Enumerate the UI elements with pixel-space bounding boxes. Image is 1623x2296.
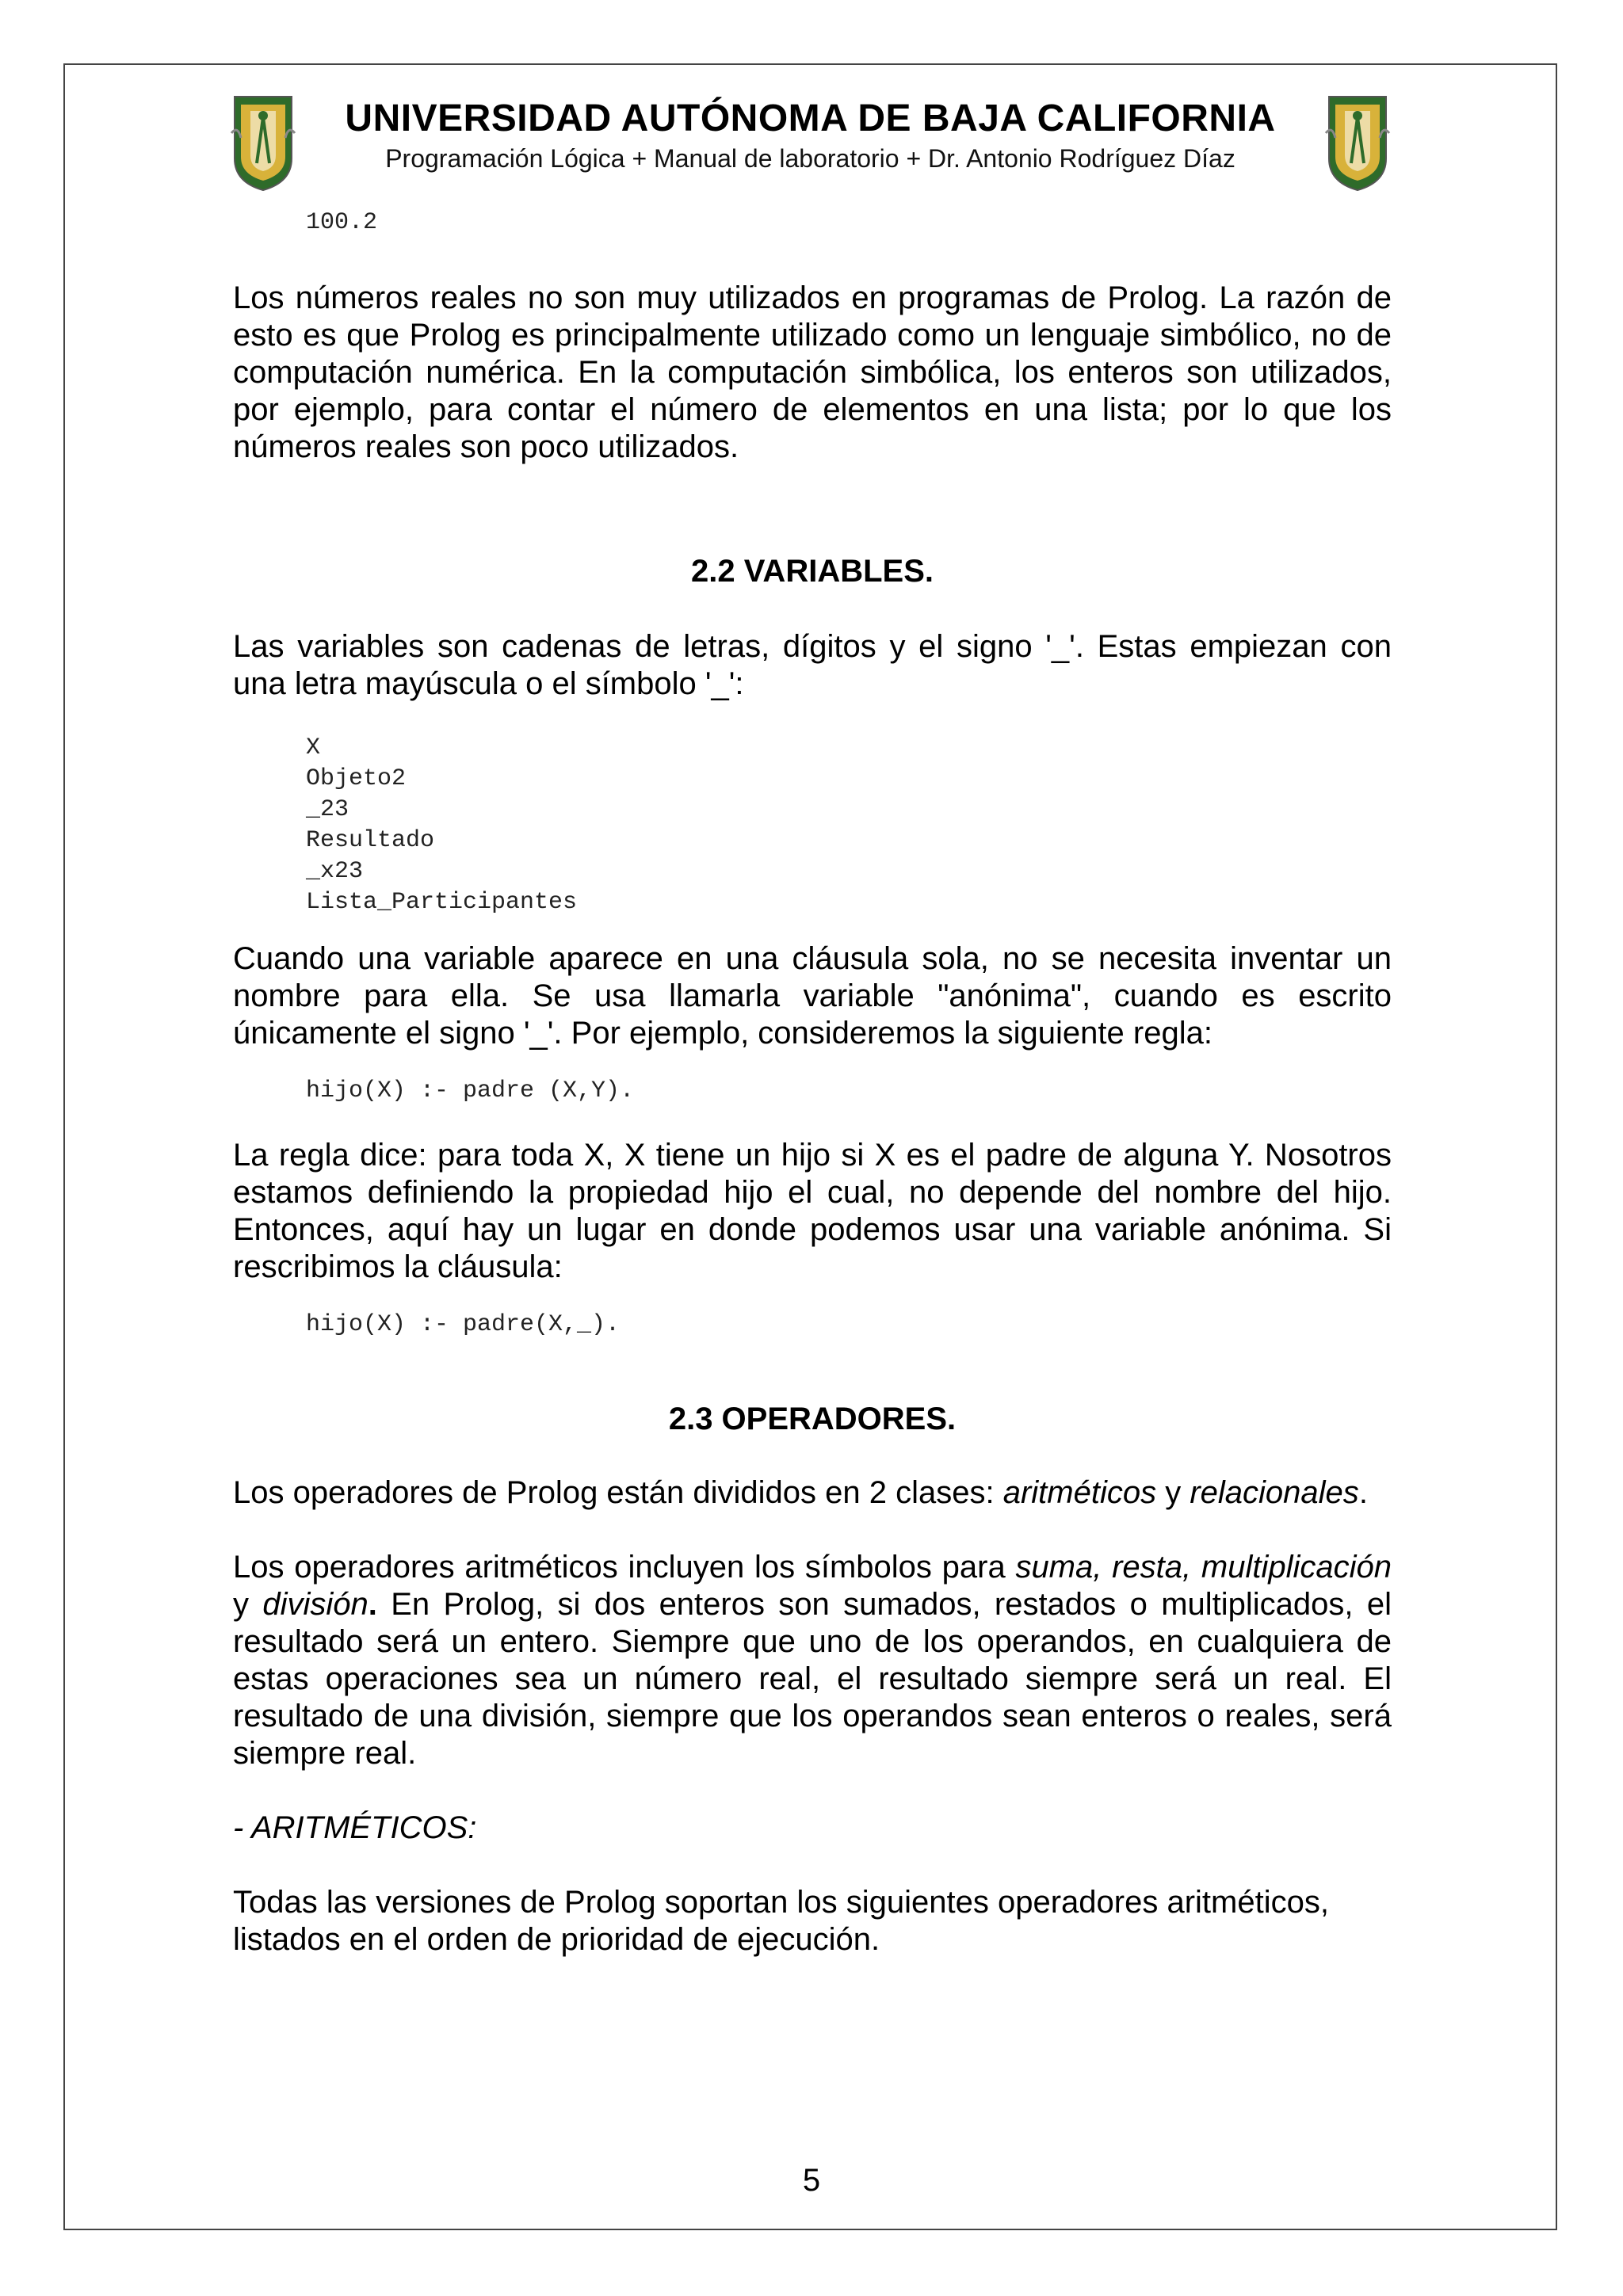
code-variable-example: _23 — [306, 796, 349, 823]
subheading-arithmetic: - ARITMÉTICOS: — [233, 1810, 477, 1845]
page-content — [233, 208, 1392, 1958]
code-rule-example: hijo(X) :- padre (X,Y). — [306, 1077, 635, 1104]
code-variable-example: _x23 — [306, 858, 364, 885]
header-title: UNIVERSIDAD AUTÓNOMA DE BAJA CALIFORNIA — [345, 97, 1276, 139]
paragraph-anonymous-variable: Cuando una variable aparece en una cláusula sola, no se necesita inventar un nombre para ella. Se usa llamarla variable "anónima", cuando es escrito únicamente el signo '_'. Por ejemplo, consideremos la siguiente regla: — [233, 941, 1392, 1051]
paragraph-arithmetic-operators: Los operadores aritméticos incluyen los símbolos para suma, resta, multiplicación y división. En Prolog, si dos enteros son sumados, restados o multiplicados, el resultado será un entero. Siempre que uno de los operandos, en cualquiera de estas operaciones sea un número real, el resultado siempre será un real. El resultado de una división, siempre que los operandos sean enteros o reales, será siempre real. — [233, 1550, 1392, 1771]
university-seal-right-icon — [1324, 93, 1391, 193]
paragraph-operator-classes: Los operadores de Prolog están divididos en 2 clases: aritméticos y relacionales. — [233, 1475, 1368, 1510]
term-arithmetic: aritméticos — [1002, 1475, 1157, 1510]
code-number-example: 100.2 — [306, 209, 378, 236]
paragraph-rule-explanation: La regla dice: para toda X, X tiene un hijo si X es el padre de alguna Y. Nosotros estamos definiendo la propiedad hijo el cual, no depende del nombre del hijo. Entonces, aquí hay un lugar en donde podemos usar una variable anónima. Si rescribimos la cláusula: — [233, 1138, 1392, 1284]
code-rule-anonymous-example: hijo(X) :- padre(X,_). — [306, 1311, 621, 1338]
page-number: 5 — [802, 2163, 821, 2198]
paragraph-prolog-versions: Todas las versiones de Prolog soportan los siguientes operadores aritméticos, listados en el orden de prioridad de ejecución. — [233, 1885, 1329, 1957]
header-subtitle: Programación Lógica + Manual de laboratorio + Dr. Antonio Rodríguez Díaz — [385, 144, 1235, 173]
term-division: división — [262, 1587, 369, 1622]
paragraph-variables-intro: Las variables son cadenas de letras, dígitos y el signo '_'. Estas empiezan con una letra mayúscula o el símbolo '_': — [233, 629, 1392, 701]
code-variable-example: X — [306, 734, 321, 761]
section-heading-operators: 2.3 OPERADORES. — [668, 1402, 957, 1436]
code-variable-example: Objeto2 — [306, 765, 407, 792]
page-header — [63, 87, 1557, 206]
section-heading-variables: 2.2 VARIABLES. — [691, 554, 934, 589]
paragraph-real-numbers: Los números reales no son muy utilizados en programas de Prolog. La razón de esto es que Prolog es principalmente utilizado como un lenguaje simbólico, no de computación numérica. En la computación simbólica, los enteros son utilizados, por ejemplo, para contar el número de elementos en una lista; por lo que los números reales son poco utilizados. — [233, 280, 1392, 464]
term-operations: suma, resta, multiplicación — [1015, 1550, 1392, 1585]
code-variable-example: Resultado — [306, 827, 435, 854]
code-variable-example: Lista_Participantes — [306, 889, 578, 916]
term-relational: relacionales — [1190, 1475, 1359, 1510]
variables-example-list — [233, 733, 1392, 918]
